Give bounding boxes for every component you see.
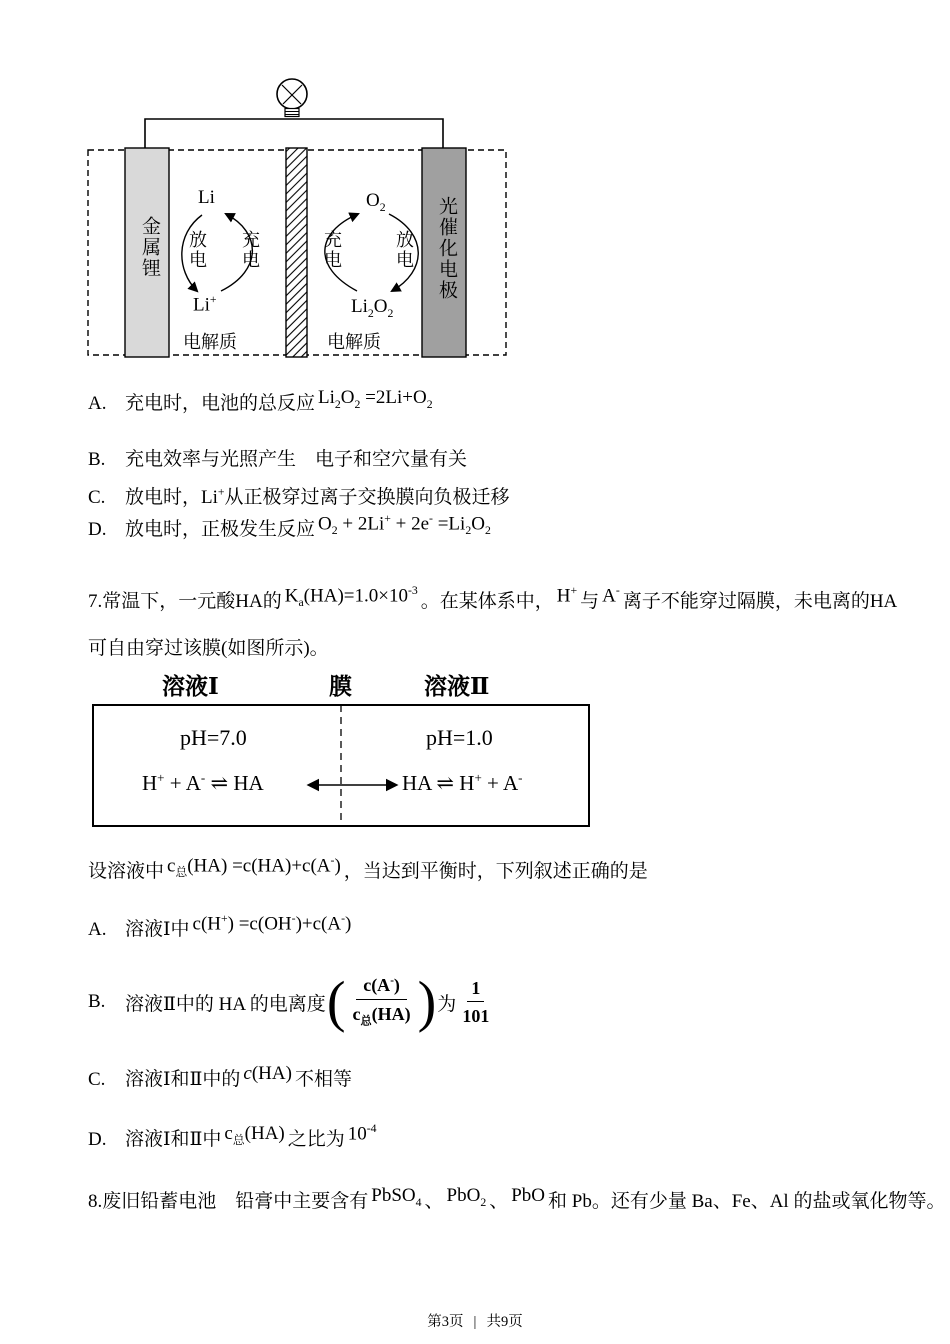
question-8-number: 8.	[88, 1191, 103, 1212]
electrolyte-label-right: 电解质	[327, 332, 381, 352]
question-7-text-2: 。在某体系中，	[420, 591, 554, 612]
charge-label-right: 充电	[322, 230, 342, 270]
pbo-formula: PbO	[511, 1185, 546, 1206]
species-li-ion-label: Li+	[193, 293, 217, 316]
close-paren: )	[417, 970, 437, 1034]
ph-left-value: pH=7.0	[180, 725, 247, 750]
option-6a-label: A.	[88, 393, 107, 414]
membrane-header: 膜	[329, 674, 352, 699]
option-6c	[88, 482, 510, 509]
separator-1: 、	[424, 1191, 444, 1212]
charge-label-left: 充电	[240, 230, 260, 270]
option-6d-label: D.	[88, 519, 107, 540]
option-7b-text2: 为	[437, 993, 457, 1015]
open-paren: (	[326, 970, 346, 1034]
setup-text-2: ，当达到平衡时，下列叙述正确的是	[343, 861, 648, 882]
equilibrium-right: HA ⇌ H+ + A-	[402, 770, 523, 795]
separator-membrane	[286, 148, 307, 357]
question-7-text-5: 可自由穿过该膜(如图所示)。	[88, 638, 329, 659]
option-6c-label: C.	[88, 487, 106, 508]
footer-separator: |	[473, 1314, 477, 1330]
separator-2: 、	[489, 1191, 509, 1212]
species-li-label: Li	[198, 187, 215, 208]
solution-1-header: 溶液Ⅰ	[162, 674, 219, 699]
equilibrium-left: H+ + A- ⇌ HA	[142, 770, 264, 795]
option-7a-formula: c(H+) =c(OH-)+c(A-)	[192, 911, 352, 934]
option-6d-formula: $O_2 + 2Li^+ + 2e^- =Li_2O_2$	[318, 511, 491, 537]
option-7c	[88, 1064, 352, 1091]
option-7b-text: 溶液Ⅱ中的 HA 的电离度	[125, 993, 326, 1015]
setup-text-1: 设溶液中	[88, 861, 165, 882]
option-7d	[88, 1121, 380, 1154]
h-ion-formula: H+	[556, 583, 578, 606]
electrolyte-label-left: 电解质	[183, 332, 237, 352]
species-li2o2-label: $Li_2O_2$	[351, 296, 394, 320]
question-8-text-2: 和 Pb。还有少量 Ba、Fe、Al 的盐或氧化物等。	[548, 1191, 946, 1212]
value-denominator: 101	[462, 1006, 490, 1026]
option-6d-text: 放电时，正极发生反应	[125, 519, 316, 540]
option-6a-text: 充电时，电池的总反应	[125, 393, 316, 414]
option-6d	[88, 511, 494, 544]
option-6a-formula: $Li_2O_2 =2Li+O_2$	[318, 387, 433, 411]
question-7-setup	[88, 853, 648, 886]
light-bulb-icon	[277, 79, 307, 117]
solution-2-header: 溶液Ⅱ	[424, 674, 490, 699]
option-7c-text: 溶液Ⅰ和Ⅱ中的	[125, 1069, 241, 1090]
circuit-wire	[145, 119, 443, 150]
ph-right-value: pH=1.0	[426, 725, 493, 750]
option-6b	[88, 444, 467, 471]
ctotal-formula: $c_总(HA) =c(HA)+c(A^-)$	[167, 853, 341, 879]
pbo2-formula: PbO$_2$	[446, 1185, 487, 1209]
fraction-denominator: $c_总(HA)$	[352, 1004, 411, 1029]
fraction-numerator: c(A-)	[356, 974, 407, 1001]
option-7d-text2: 之比为	[287, 1129, 345, 1150]
option-7b	[88, 962, 495, 1042]
question-8-text-1: 废旧铅蓄电池 铅膏中主要含有	[102, 1191, 369, 1212]
option-6c-text: 放电时，Li+从正极穿过离子交换膜向负极迁移	[125, 485, 510, 508]
left-electrode-label: 金属锂	[139, 216, 160, 279]
question-7-text-4: 离子不能穿过隔膜，未电离的HA	[622, 591, 898, 612]
option-6b-text: 充电效率与光照产生 电子和空穴量有关	[125, 449, 468, 470]
ka-formula: $K_a(HA)=1.0\times 10^{-3}$	[284, 583, 418, 609]
ionization-fraction	[352, 974, 410, 1030]
a-ion-formula: A-	[602, 583, 620, 606]
option-7a-label: A.	[88, 919, 107, 940]
option-7c-text2: 不相等	[294, 1069, 352, 1090]
option-6b-label: B.	[88, 449, 106, 470]
page-footer	[0, 1310, 950, 1331]
question-7-intro	[88, 583, 898, 616]
membrane-diagram	[0, 668, 950, 833]
question-7-text-1: 常温下，一元酸HA的	[102, 591, 282, 612]
option-7c-label: C.	[88, 1069, 106, 1090]
option-7a-text: 溶液Ⅰ中	[125, 919, 190, 940]
option-7c-formula: c(HA)	[243, 1063, 292, 1084]
option-7d-label: D.	[88, 1129, 107, 1150]
question-8-intro	[88, 1186, 945, 1216]
option-7d-formula2: $10^{-4}$	[347, 1121, 377, 1144]
pbso4-formula: PbSO$_4$	[371, 1185, 422, 1209]
battery-diagram	[0, 60, 950, 376]
right-electrode-label: 光催化电极	[436, 196, 457, 301]
footer-page-total: 共9页	[486, 1314, 523, 1330]
option-6a	[88, 388, 436, 418]
footer-page-number: 第3页	[427, 1314, 464, 1330]
option-7d-formula: $c_总(HA)$	[224, 1123, 285, 1147]
question-7-intro-line2	[88, 633, 329, 660]
discharge-label-left: 放电	[187, 230, 207, 270]
option-7a	[88, 911, 354, 941]
discharge-label-right: 放电	[394, 230, 414, 270]
option-7d-text: 溶液Ⅰ和Ⅱ中	[125, 1129, 222, 1150]
species-o2-label: $O_2$	[366, 190, 386, 214]
option-7b-label: B.	[88, 991, 106, 1012]
value-fraction	[462, 977, 489, 1028]
question-7-number: 7.	[88, 591, 103, 612]
question-7-text-3: 与	[580, 591, 600, 612]
value-numerator: 1	[467, 977, 484, 1003]
